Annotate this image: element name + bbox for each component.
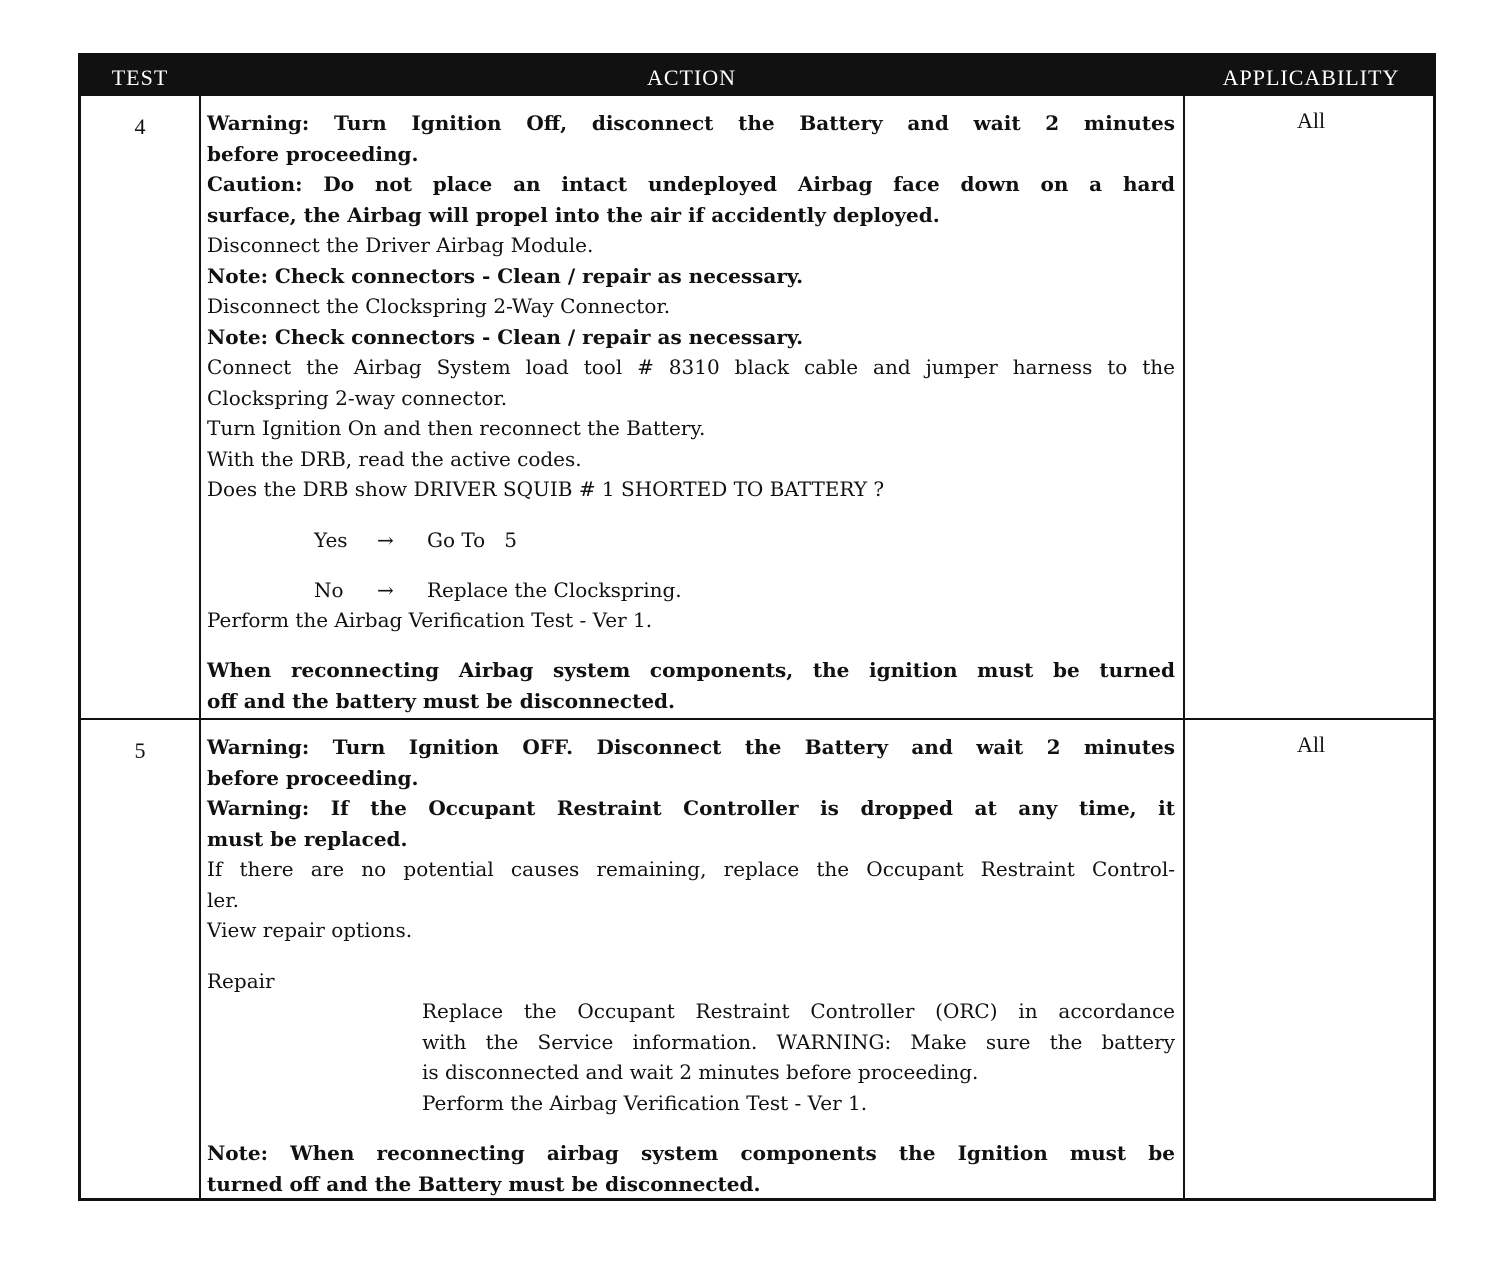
arrow-right-icon: →	[377, 527, 394, 552]
action-cell	[207, 732, 1175, 1199]
header-test: TEST	[111, 65, 169, 90]
no-option	[207, 575, 1175, 605]
yes-option	[207, 525, 1175, 555]
warning-text: Warning: Turn Ignition Off, disconnect the Battery and wait 2 minutes	[207, 111, 1175, 135]
note-text: Note: Check connectors - Clean / repair as necessary.	[207, 263, 804, 288]
step-text: Disconnect the Clockspring 2-Way Connector.	[207, 294, 671, 318]
table-row-test-5	[81, 720, 1433, 1201]
warning-text: Warning: If the Occupant Restraint Controller is dropped at any time, it	[207, 796, 1175, 820]
warning-text: before proceeding.	[207, 765, 419, 790]
caution-text: surface, the Airbag will propel into the air if accidently deployed.	[207, 202, 940, 227]
header-applicability: APPLICABILITY	[1222, 65, 1400, 90]
caution-text: Caution: Do not place an intact undeployed Airbag face down on a hard	[207, 172, 1175, 196]
note-text: Note: Check connectors - Clean / repair as necessary.	[207, 324, 804, 349]
repair-instructions	[422, 996, 1175, 1118]
repair-text: is disconnected and wait 2 minutes before proceeding.	[422, 1060, 979, 1084]
action-cell	[207, 108, 1175, 716]
step-text: Clockspring 2-way connector.	[207, 385, 508, 410]
applicability-value: All	[1296, 108, 1326, 133]
step-text: ler.	[207, 887, 239, 912]
yes-label: Yes	[314, 527, 348, 552]
warning-text: Warning: Turn Ignition OFF. Disconnect the Battery and wait 2 minutes	[207, 735, 1175, 759]
warning-text: before proceeding.	[207, 141, 419, 166]
closing-note: When reconnecting Airbag system components, the ignition must be turned	[207, 658, 1175, 682]
closing-note: Note: When reconnecting airbag system components the Ignition must be	[207, 1141, 1175, 1165]
header-action: ACTION	[646, 65, 737, 90]
diagnostic-table	[78, 53, 1436, 1201]
no-result: Replace the Clockspring.	[427, 577, 682, 602]
no-result-continued: Perform the Airbag Verification Test - Ver 1.	[207, 607, 653, 632]
applicability-value: All	[1296, 732, 1326, 757]
test-number: 4	[134, 114, 146, 139]
closing-note: off and the battery must be disconnected.	[207, 688, 675, 713]
step-text: View repair options.	[207, 918, 413, 942]
yes-result: Go To 5	[427, 527, 517, 552]
repair-text: Replace the Occupant Restraint Controller (ORC) in accordance	[422, 999, 1175, 1023]
step-text: Connect the Airbag System load tool # 8310 black cable and jumper harness to the	[207, 355, 1175, 379]
step-text: Turn Ignition On and then reconnect the Battery.	[207, 416, 706, 440]
table-row-test-4	[81, 96, 1433, 718]
repair-text: with the Service information. WARNING: Make sure the battery	[422, 1029, 1175, 1054]
question-text: Does the DRB show DRIVER SQUIB # 1 SHORTED TO BATTERY ?	[207, 477, 885, 501]
arrow-right-icon: →	[377, 577, 394, 602]
step-text: With the DRB, read the active codes.	[207, 446, 582, 471]
warning-text: must be replaced.	[207, 826, 408, 851]
step-text: Disconnect the Driver Airbag Module.	[207, 233, 594, 257]
no-label: No	[314, 577, 344, 602]
closing-note: turned off and the Battery must be disconnected.	[207, 1171, 761, 1196]
step-text: If there are no potential causes remaining, replace the Occupant Restraint Control-	[207, 857, 1175, 881]
repair-text: Perform the Airbag Verification Test - Ver 1.	[422, 1090, 868, 1115]
table-header	[81, 56, 1433, 96]
test-number: 5	[134, 738, 146, 763]
repair-label: Repair	[207, 968, 275, 993]
